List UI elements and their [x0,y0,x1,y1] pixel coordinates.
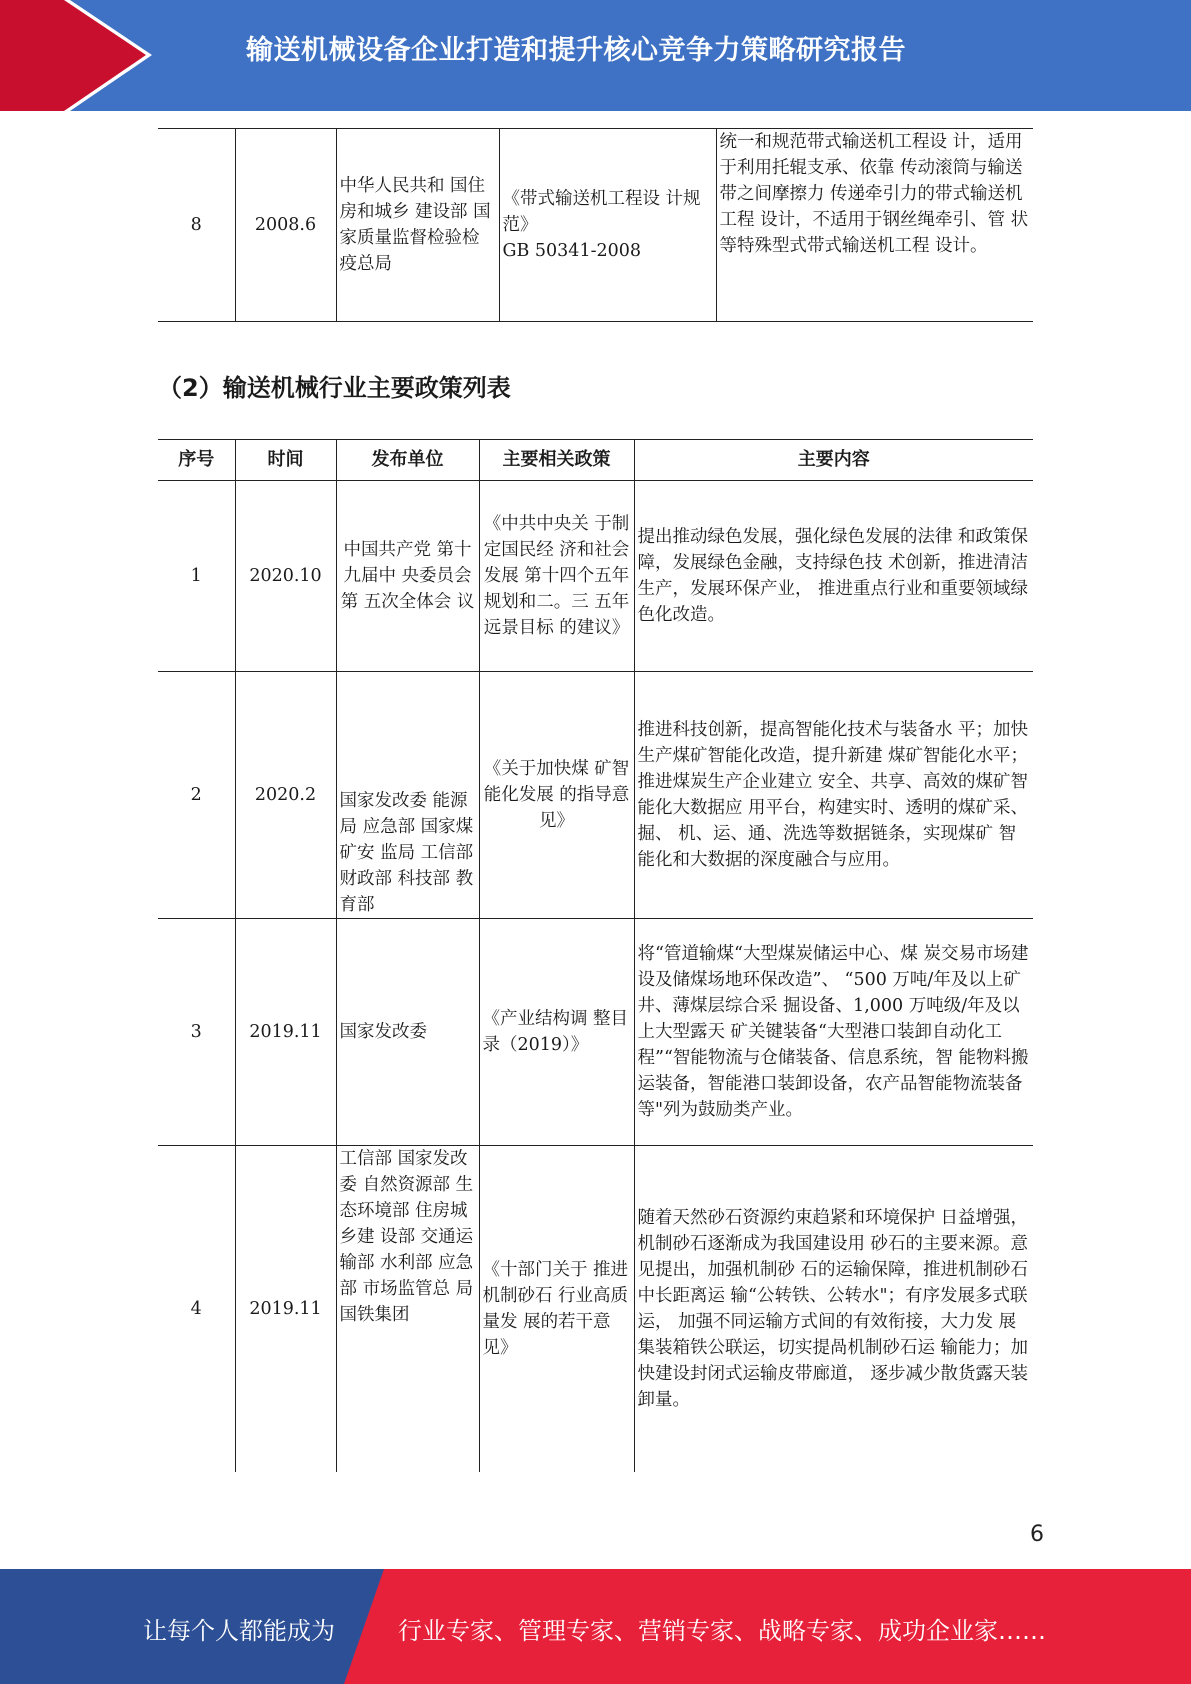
header-policy: 主要相关政策 [479,440,634,481]
row-issuer: 工信部 国家发改委 自然资源部 生态环境部 住房城乡建 设部 交通运输部 水利部 应急部 市场监管总 局 国铁集团 [336,1146,479,1472]
row-issuer: 国家发改委 [336,919,479,1146]
page-number: 6 [1030,1522,1044,1547]
row-issuer: 中国共产党 第十九届中 央委员会第 五次全体会 议 [336,481,479,672]
row-date: 2020.10 [235,481,336,672]
policy-name: 《带式输送机工程设 计规范》 [502,189,701,235]
table-row [158,1146,1033,1472]
row-date: 2020.2 [235,672,336,919]
section-title: （2）输送机械行业主要政策列表 [158,374,511,402]
row-date: 2019.11 [235,1146,336,1472]
row-policy: 《产业结构调 整目录（2019）》 [479,919,634,1146]
row-number: 2 [158,672,235,919]
table-row [158,481,1033,672]
row-policy: 《中共中央关 于制定国民经 济和社会发展 第十四个五年 规划和二。三 五年远景目标 的建议》 [479,481,634,672]
header-date: 时间 [235,440,336,481]
row-issuer: 国家发改委 能源局 应急部 国家煤矿安 监局 工信部 财政部 科技部 教育部 [336,672,479,919]
report-title: 输送机械设备企业打造和提升核心竞争力策略研究报告 [246,35,906,66]
row-content: 统一和规范带式输送机工程设 计，适用于利用托辊支承、依靠 传动滚筒与输送带之间摩擦力 传递牵引力的带式输送机工程 设计，不适用于钢丝绳牵引、管 状等特殊型式带式输送机工程 设计。 [719,132,1029,256]
policy-code: GB 50341-2008 [502,241,642,261]
header-issuer: 发布单位 [336,440,479,481]
header-red-chevron [0,0,150,111]
standards-table-continued [158,128,1033,322]
row-date: 2008.6 [235,129,336,322]
row-number: 1 [158,481,235,672]
row-date: 2019.11 [235,919,336,1146]
row-content: 将“管道输煤“大型煤炭储运中心、煤 炭交易市场建设及储煤场地环保改造”、 “500 万吨/年及以上矿井、薄煤层综合采 掘设备、1,000 万吨级/年及以上大型露天 矿关键装备“大型港口装卸自动化工 程”“智能物流与仓储装备、信息系统，智 能物料搬运装备，智能港口装卸设备，农产品智能物流装备等"列为鼓励类产业。 [637,944,1029,1120]
header-no: 序号 [158,440,235,481]
row-number: 3 [158,919,235,1146]
row-content: 提出推动绿色发展，强化绿色发展的法律 和政策保障，发展绿色金融，支持绿色技 术创新，推进清洁生产，发展环保产业， 推进重点行业和重要领域绿色化改造。 [637,527,1029,625]
policy-table [158,439,1033,1472]
page-footer [0,1569,1191,1684]
row-policy: 《十部门关于 推进机制砂石 行业高质量发 展的若干意 见》 [479,1146,634,1472]
footer-slogan-left: 让每个人都能成为 [143,1617,335,1645]
row-content: 推进科技创新，提高智能化技术与装备水 平；加快生产煤矿智能化改造，提升新建 煤矿智能化水平；推进煤炭生产企业建立 安全、共享、高效的煤矿智能化大数据应 用平台，构建实时、透明的煤矿采、掘、 机、运、通、洗选等数据链条，实现煤矿 智能化和大数据的深度融合与应用。 [637,720,1029,870]
header-content: 主要内容 [797,449,870,470]
table-row [158,919,1033,1146]
table-row [158,672,1033,919]
table-header-row [158,440,1033,481]
row-number: 8 [158,129,235,322]
row-policy: 《关于加快煤 矿智能化发展 的指导意见》 [479,672,634,919]
table-row [158,129,1033,322]
row-issuer: 中华人民共和 国住房和城乡 建设部 国家质量监督检验检疫总局 [336,129,499,322]
row-number: 4 [158,1146,235,1472]
footer-slogan-right: 行业专家、管理专家、营销专家、战略专家、成功企业家…… [398,1617,1046,1645]
page-header [0,0,1191,111]
row-content: 随着天然砂石资源约束趋紧和环境保护 日益增强，机制砂石逐渐成为我国建设用 砂石的主要来源。意见提出，加强机制砂 石的运输保障，推进机制砂石中长距离运 输“公转铁、公转水"；有序发展多式联运， 加强不同运输方式间的有效衔接，大力发 展集装箱铁公联运，切实提咼机制砂石运 输能力；加快建设封闭式运输皮带廊道， 逐步减少散货露天装卸量。 [637,1207,1029,1410]
row-policy [499,129,716,322]
